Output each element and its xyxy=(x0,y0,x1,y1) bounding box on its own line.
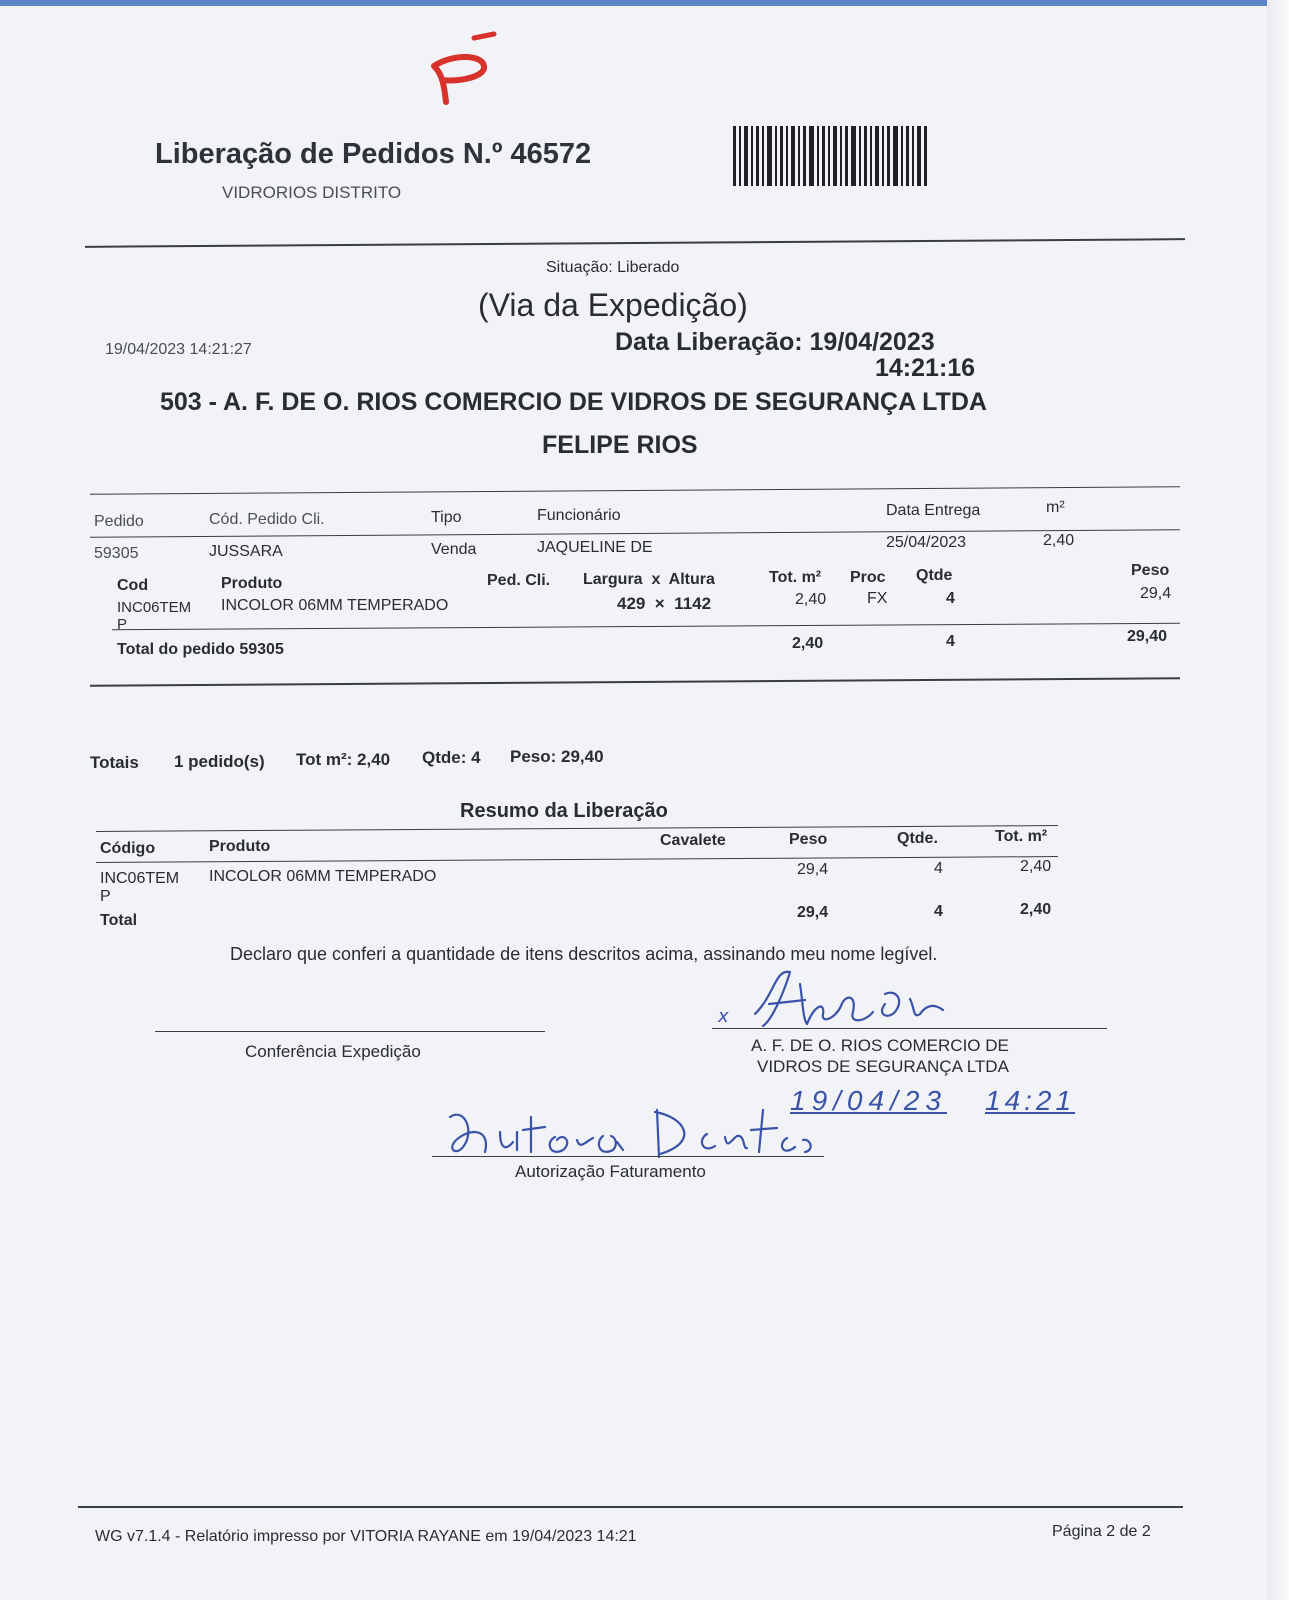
item-peso: 29,4 xyxy=(1140,585,1172,602)
item-header-cod: Cod xyxy=(117,577,149,594)
header-pedido: Pedido xyxy=(94,513,144,530)
item-cod-line1: INC06TEM xyxy=(117,599,192,616)
handwritten-date: 19/04/23 xyxy=(790,1085,947,1116)
totals-pedidos: 1 pedido(s) xyxy=(174,752,265,771)
summary-header-tot-m2: Tot. m² xyxy=(995,828,1048,845)
conferencia-signature-line xyxy=(155,1031,545,1032)
item-total-line xyxy=(112,623,1180,631)
footer-print-info: WG v7.1.4 - Relatório impresso por VITORIA RAYANE em 19/04/2023 14:21 xyxy=(95,1528,637,1545)
summary-peso: 29,4 xyxy=(797,861,829,878)
status-line: Situação: Liberado xyxy=(546,259,680,276)
summary-codigo-line2: P xyxy=(100,888,111,905)
header-m2: m² xyxy=(1046,499,1065,516)
cell-tipo: Venda xyxy=(431,541,477,558)
summary-header-qtde: Qtde. xyxy=(897,830,938,847)
header-funcionario: Funcionário xyxy=(537,507,621,524)
item-dimensions: 429 × 1142 xyxy=(617,594,712,613)
summary-total-peso: 29,4 xyxy=(797,904,829,921)
client-signature-image xyxy=(745,964,955,1034)
item-header-tot-m2: Tot. m² xyxy=(769,569,822,586)
release-time: 14:21:16 xyxy=(875,354,976,382)
item-header-produto: Produto xyxy=(221,575,283,592)
item-proc: FX xyxy=(867,590,888,607)
order-total-peso: 29,40 xyxy=(1127,628,1168,645)
item-produto: INCOLOR 06MM TEMPERADO xyxy=(221,597,449,614)
cell-data-entrega: 25/04/2023 xyxy=(886,534,967,551)
summary-produto: INCOLOR 06MM TEMPERADO xyxy=(209,868,437,885)
summary-total-qtde: 4 xyxy=(934,903,943,920)
totals-peso: Peso: 29,40 xyxy=(510,747,604,766)
release-date: Data Liberação: 19/04/2023 xyxy=(615,328,935,356)
client-company-line1: A. F. DE O. RIOS COMERCIO DE xyxy=(751,1036,1009,1055)
page-edge-shadow xyxy=(1267,0,1289,1600)
copy-label: (Via da Expedição) xyxy=(478,287,748,323)
item-header-ped-cli: Ped. Cli. xyxy=(487,572,551,589)
item-header-peso: Peso xyxy=(1131,562,1170,579)
summary-codigo-line1: INC06TEM xyxy=(100,870,180,887)
totals-qtde: Qtde: 4 xyxy=(422,748,481,767)
cell-m2: 2,40 xyxy=(1043,532,1075,549)
order-header-line xyxy=(90,529,1180,538)
handwritten-time: 14:21 xyxy=(985,1085,1076,1116)
autorizacao-label: Autorização Faturamento xyxy=(515,1162,706,1181)
summary-qtde: 4 xyxy=(934,860,943,877)
header-tipo: Tipo xyxy=(431,509,462,526)
item-tot-m2: 2,40 xyxy=(795,591,827,608)
summary-header-produto: Produto xyxy=(209,838,271,855)
order-total-qtde: 4 xyxy=(946,633,955,650)
header-data-entrega: Data Entrega xyxy=(886,502,981,519)
printed-timestamp: 19/04/2023 14:21:27 xyxy=(105,341,252,358)
order-table-bottom-line xyxy=(90,677,1180,687)
declaration-text: Declaro que conferi a quantidade de itens descritos acima, assinando meu nome legível. xyxy=(230,944,938,964)
client-company-line2: VIDROS DE SEGURANÇA LTDA xyxy=(757,1057,1009,1076)
client-contact: FELIPE RIOS xyxy=(542,431,698,459)
item-header-largura-altura: Largura x Altura xyxy=(583,571,715,588)
footer-page-number: Página 2 de 2 xyxy=(1052,1523,1151,1540)
cell-funcionario: JAQUELINE DE xyxy=(537,539,653,556)
summary-header-cavalete: Cavalete xyxy=(660,832,726,849)
company-name: VIDRORIOS DISTRITO xyxy=(222,183,402,202)
totals-tot-m2: Tot m²: 2,40 xyxy=(296,750,391,769)
cell-cod-pedido-cli: JUSSARA xyxy=(209,543,283,560)
client-name: 503 - A. F. DE O. RIOS COMERCIO DE VIDROS DE SEGURANÇA LTDA xyxy=(160,388,987,416)
header-cod-pedido-cli: Cód. Pedido Cli. xyxy=(209,511,325,528)
cell-pedido: 59305 xyxy=(94,545,139,562)
order-total-label: Total do pedido 59305 xyxy=(117,641,284,658)
header-divider xyxy=(85,238,1185,248)
item-header-proc: Proc xyxy=(850,569,886,586)
summary-title: Resumo da Liberação xyxy=(460,800,668,822)
document-page xyxy=(0,6,1284,1600)
summary-header-peso: Peso xyxy=(789,831,828,848)
item-header-qtde: Qtde xyxy=(916,567,953,584)
summary-tot-m2: 2,40 xyxy=(1020,858,1052,875)
summary-total-tot-m2: 2,40 xyxy=(1020,901,1052,918)
client-signature-line xyxy=(712,1028,1107,1029)
item-qtde: 4 xyxy=(946,590,955,607)
order-total-m2: 2,40 xyxy=(792,635,824,652)
summary-header-line xyxy=(96,856,1058,863)
summary-total-label: Total xyxy=(100,912,138,929)
summary-header-codigo: Código xyxy=(100,840,156,857)
footer-line xyxy=(78,1506,1183,1508)
handwritten-p-mark xyxy=(412,24,502,114)
document-title: Liberação de Pedidos N.º 46572 xyxy=(155,138,592,170)
order-table-top-line xyxy=(90,486,1180,495)
conferencia-label: Conferência Expedição xyxy=(245,1042,421,1061)
client-signature-x: x xyxy=(718,1006,729,1027)
autorizacao-signature-line xyxy=(432,1156,824,1157)
totals-label: Totais xyxy=(90,753,139,772)
barcode-image xyxy=(733,126,928,186)
item-cod-line2: P xyxy=(117,616,128,633)
